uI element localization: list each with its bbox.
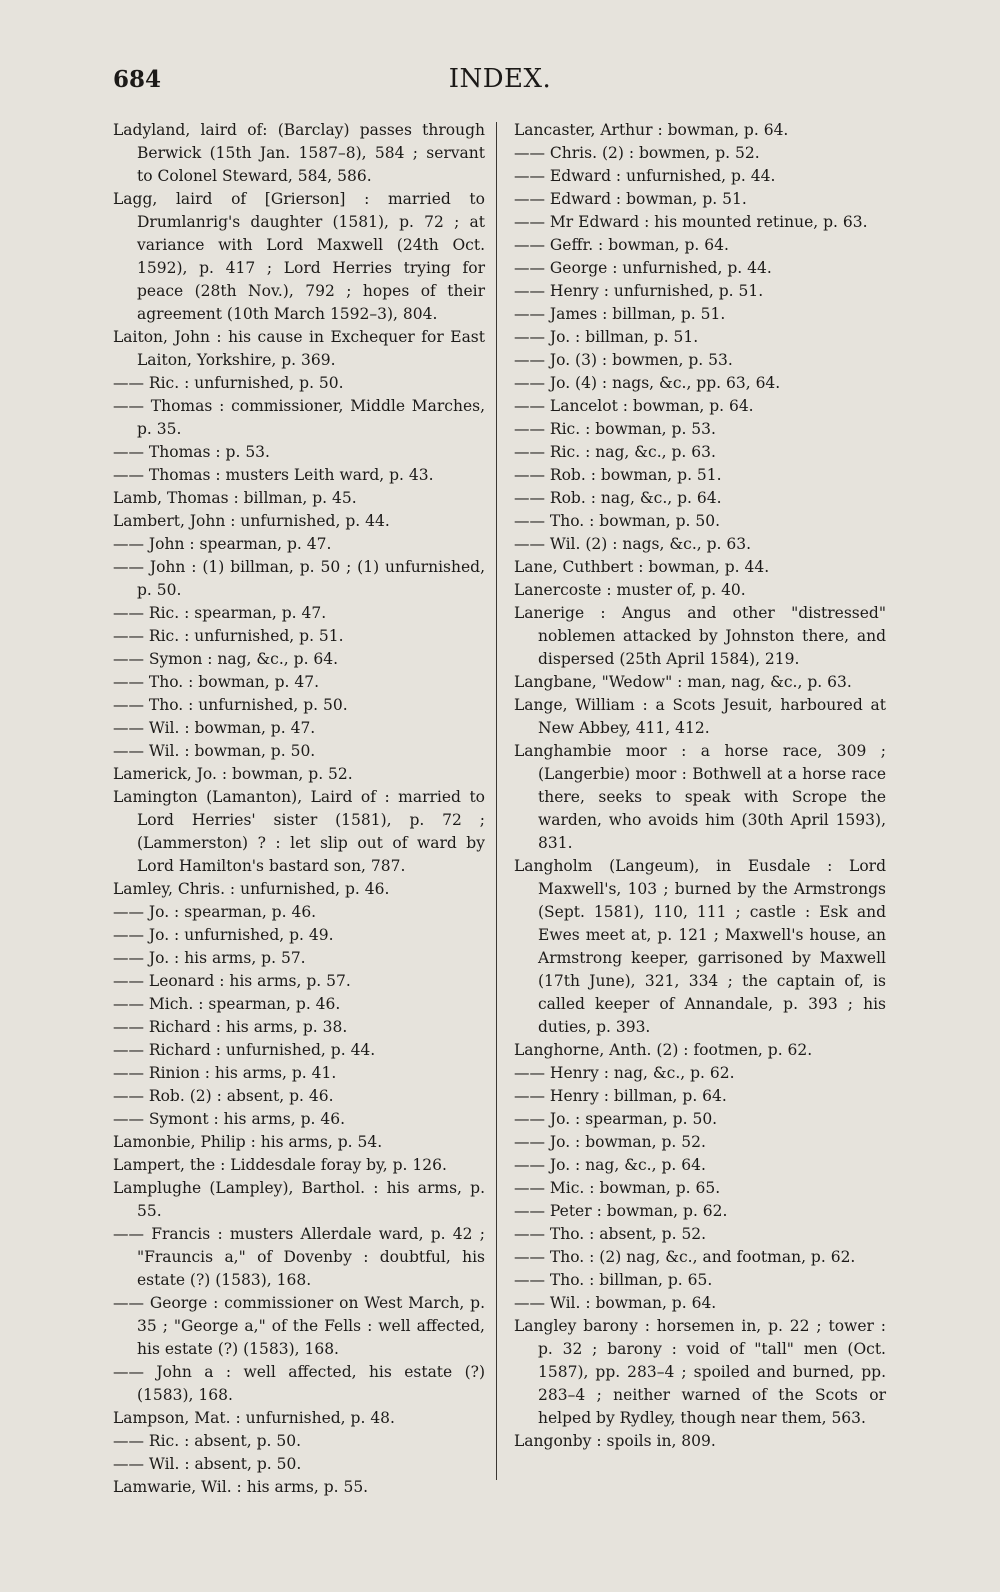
index-entry: —— Leonard : his arms, p. 57. [113,972,351,990]
index-entry: —— Mich. : spearman, p. 46. [113,995,341,1013]
index-entry: —— Tho. : unfurnished, p. 50. [113,696,348,714]
index-entry: Lamerick, Jo. : bowman, p. 52. [113,765,353,783]
index-entry: Lamonbie, Philip : his arms, p. 54. [113,1133,383,1151]
page-number: 684 [113,66,162,93]
index-entry: —— Tho. : (2) nag, &c., and footman, p. 62. [514,1248,856,1266]
index-entry: —— Henry : nag, &c., p. 62. [514,1064,735,1082]
index-entry: Lancaster, Arthur : bowman, p. 64. [514,121,789,139]
index-entry: —— Rob. (2) : absent, p. 46. [113,1087,334,1105]
index-entry: Langhorne, Anth. (2) : footmen, p. 62. [514,1041,813,1059]
index-entry: —— Rob. : bowman, p. 51. [514,466,722,484]
index-entry: —— Jo. (4) : nags, &c., pp. 63, 64. [514,374,781,392]
index-entry: —— John : spearman, p. 47. [113,535,332,553]
index-entry: —— James : billman, p. 51. [514,305,726,323]
index-entry: —— Henry : unfurnished, p. 51. [514,282,764,300]
index-entry: Ladyland, laird of: (Barclay) passes through Berwick (15th Jan. 1587–8), 584 ; servant to Colonel Steward, 584, 586. [113,121,485,185]
index-entry: —— Wil. : absent, p. 50. [113,1455,302,1473]
index-entry: —— Geffr. : bowman, p. 64. [514,236,729,254]
index-entry: —— Wil. : bowman, p. 50. [113,742,316,760]
index-entry: —— Wil. : bowman, p. 64. [514,1294,717,1312]
index-entry: —— Jo. : unfurnished, p. 49. [113,926,334,944]
index-entry: —— Rinion : his arms, p. 41. [113,1064,337,1082]
index-entry: —— Wil. (2) : nags, &c., p. 63. [514,535,752,553]
index-entry: —— George : unfurnished, p. 44. [514,259,772,277]
index-entry: —— John a : well affected, his estate (?) (1583), 168. [113,1363,485,1404]
index-entry: Lange, William : a Scots Jesuit, harboured at New Abbey, 411, 412. [514,696,886,737]
index-entry: —— Wil. : bowman, p. 47. [113,719,316,737]
page-header [0,62,1000,102]
index-entry: —— Mr Edward : his mounted retinue, p. 63. [514,213,868,231]
index-entry: —— Edward : unfurnished, p. 44. [514,167,776,185]
index-entry: Lanerige : Angus and other "distressed" noblemen attacked by Johnston there, and dispersed (25th April 1584), 219. [514,604,886,668]
index-entry: —— Chris. (2) : bowmen, p. 52. [514,144,760,162]
index-entry: —— Ric. : nag, &c., p. 63. [514,443,716,461]
index-entry: —— Richard : unfurnished, p. 44. [113,1041,376,1059]
index-entry: Lagg, laird of [Grierson] : married to Drumlanrig's daughter (1581), p. 72 ; at variance with Lord Maxwell (24th Oct. 1592), p. 417 ; Lord Herries trying for peace (28th Nov.), 792 ; hopes of their agreement (10th March 1592–3), 804. [113,190,485,323]
index-entry: —— Jo. : spearman, p. 50. [514,1110,718,1128]
index-entry: Langonby : spoils in, 809. [514,1432,716,1450]
index-entry: —— Ric. : unfurnished, p. 50. [113,374,344,392]
index-entry: —— Symon : nag, &c., p. 64. [113,650,339,668]
column-divider [496,122,497,1480]
index-entry: —— Francis : musters Allerdale ward, p. 42 ; "Fraunсis a," of Dovenby : doubtful, his estate (?) (1583), 168. [113,1225,485,1289]
index-entry: Lampson, Mat. : unfurnished, p. 48. [113,1409,395,1427]
index-entry: Langley barony : horsemen in, p. 22 ; tower : p. 32 ; barony : void of "tall" men (Oct. 1587), pp. 283–4 ; spoiled and burned, pp. 283–4 ; neither warned of the Scots or helped by Rydley, though near them, 563. [514,1317,886,1427]
index-column-right [514,119,886,1453]
index-entry: —— Ric. : absent, p. 50. [113,1432,302,1450]
index-entry: —— Tho. : bowman, p. 50. [514,512,721,530]
index-entry: Lane, Cuthbert : bowman, p. 44. [514,558,770,576]
index-entry: —— Jo. : spearman, p. 46. [113,903,317,921]
index-entry: —— Ric. : unfurnished, p. 51. [113,627,344,645]
index-entry: —— Jo. : bowman, p. 52. [514,1133,706,1151]
index-entry: —— Rob. : nag, &c., p. 64. [514,489,722,507]
index-entry: —— John : (1) billman, p. 50 ; (1) unfurnished, p. 50. [113,558,485,599]
index-entry: —— Jo. : nag, &c., p. 64. [514,1156,706,1174]
index-entry: Langholm (Langeum), in Eusdale : Lord Maxwell's, 103 ; burned by the Armstrongs (Sept. 1581), 110, 111 ; castle : Esk and Ewes meet at, p. 121 ; Maxwell's house, an Armstrong keeper, garrisoned by Maxwell (17th June), 321, 334 ; the captain of, is called keeper of Annandale, p. 393 ; his duties, p. 393. [514,857,886,1036]
index-entry: —— Henry : billman, p. 64. [514,1087,727,1105]
index-entry: Langhambie moor : a horse race, 309 ; (Langerbie) moor : Bothwell at a horse race there, seeks to speak with Scrope the warden, who avoids him (30th April 1593), 831. [514,742,886,852]
index-entry: —— Richard : his arms, p. 38. [113,1018,348,1036]
index-entry: Lamplughe (Lampley), Barthol. : his arms, p. 55. [113,1179,485,1220]
index-entry: Lambert, John : unfurnished, p. 44. [113,512,390,530]
index-column-left [113,119,485,1499]
index-entry: —— George : commissioner on West March, p. 35 ; "George a," of the Fells : well affected, his estate (?) (1583), 168. [113,1294,485,1358]
index-entry: —— Tho. : absent, p. 52. [514,1225,707,1243]
index-entry: —— Symont : his arms, p. 46. [113,1110,346,1128]
index-entry: —— Peter : bowman, p. 62. [514,1202,728,1220]
index-entry: —— Thomas : commissioner, Middle Marches, p. 35. [113,397,485,438]
index-entry: Lamb, Thomas : billman, p. 45. [113,489,357,507]
index-entry: —— Edward : bowman, p. 51. [514,190,747,208]
index-entry: —— Ric. : bowman, p. 53. [514,420,716,438]
index-entry: Laiton, John : his cause in Exchequer for East Laiton, Yorkshire, p. 369. [113,328,485,369]
index-entry: Lamington (Lamanton), Laird of : married to Lord Herries' sister (1581), p. 72 ; (Lammerston) ? : let slip out of ward by Lord Hamilton's bastard son, 787. [113,788,485,875]
index-entry: —— Thomas : musters Leith ward, p. 43. [113,466,434,484]
index-entry: Lamley, Chris. : unfurnished, p. 46. [113,880,390,898]
index-entry: Langbane, "Wedow" : man, nag, &c., p. 63. [514,673,852,691]
index-entry: —— Tho. : bowman, p. 47. [113,673,320,691]
index-entry: —— Jo. : his arms, p. 57. [113,949,306,967]
index-entry: —— Thomas : p. 53. [113,443,270,461]
index-entry: Lampert, the : Liddesdale foray by, p. 126. [113,1156,447,1174]
index-entry: —— Lancelot : bowman, p. 64. [514,397,754,415]
running-title: INDEX. [448,64,552,94]
index-entry: —— Jo. : billman, p. 51. [514,328,699,346]
index-entry: —— Jo. (3) : bowmen, p. 53. [514,351,733,369]
index-entry: Lanercoste : muster of, p. 40. [514,581,746,599]
index-entry: —— Mic. : bowman, p. 65. [514,1179,721,1197]
index-entry: —— Tho. : billman, p. 65. [514,1271,713,1289]
index-entry: Lamwarie, Wil. : his arms, p. 55. [113,1478,369,1496]
index-entry: —— Ric. : spearman, p. 47. [113,604,327,622]
